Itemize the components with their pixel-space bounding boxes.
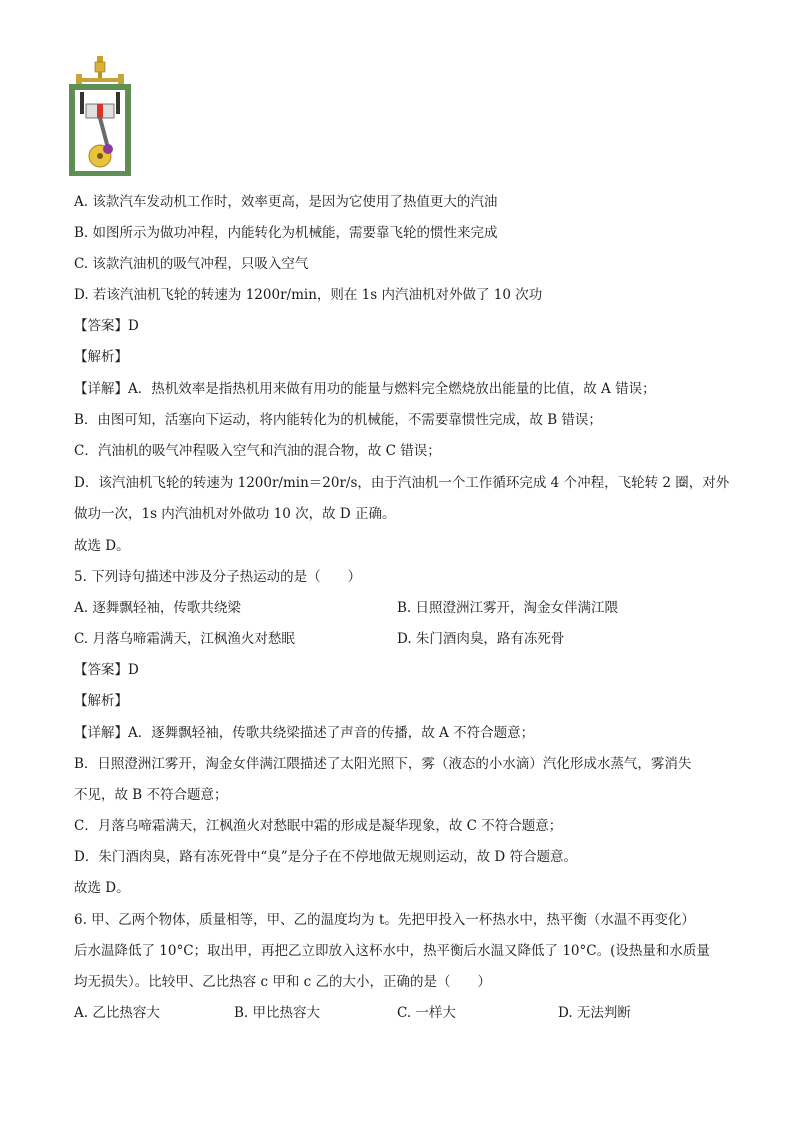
q4-detail-line: B．由图可知，活塞向下运动，将内能转化为的机械能，不需要靠惯性完成，故 B 错误； [74,412,602,428]
q4-detail-line: 做功一次，1s 内汽油机对外做功 10 次，故 D 正确。 [74,506,396,522]
q4-analysis-label: 【解析】 [74,349,128,365]
q4-option-c: C. 该款汽油机的吸气冲程，只吸入空气 [74,256,309,272]
q4-option-d: D. 若该汽油机飞轮的转速为 1200r/min，则在 1s 内汽油机对外做了 10 次功 [74,287,543,303]
q6-stem-line: 均无损失）。比较甲、乙比热容 c 甲和 c 乙的大小，正确的是（ ） [74,974,492,990]
q4-option-a: A. 该款汽车发动机工作时，效率更高，是因为它使用了热值更大的汽油 [74,194,498,210]
q6-stem-line: 6. 甲、乙两个物体，质量相等，甲、乙的温度均为 t。先把甲投入一杯热水中，热平衡（水温不再变化） [74,912,695,928]
q4-answer: 【答案】D [74,318,139,334]
q4-detail-line: 【详解】A．热机效率是指热机用来做有用功的能量与燃料完全燃烧放出能量的比值，故 A 错误； [74,381,656,397]
q5-detail-line: D．朱门酒肉臭，路有冻死骨中“臭”是分子在不停地做无规则运动，故 D 符合题意。 [74,849,578,865]
q5-option-b: B. 日照澄洲江雾开，淘金女伴满江隈 [397,600,619,616]
q4-detail-line: D．该汽油机飞轮的转速为 1200r/min＝20r/s，由于汽油机一个工作循环完成 4 个冲程，飞轮转 2 圈，对外 [74,475,730,491]
q5-detail-line: 【详解】A．逐舞飘轻袖，传歌共绕梁描述了声音的传播，故 A 不符合题意； [74,725,535,741]
q4-conclusion: 故选 D。 [74,538,130,554]
q4-option-b: B. 如图所示为做功冲程，内能转化为机械能，需要靠飞轮的惯性来完成 [74,225,498,241]
q5-detail-line: C．月落乌啼霜满天，江枫渔火对愁眠中霜的形成是凝华现象，故 C 不符合题意； [74,818,563,834]
q5-detail-line: B．日照澄洲江雾开，淘金女伴满江隈描述了太阳光照下，雾（液态的小水滴）汽化形成水蒸气，雾消失 [74,756,692,772]
q5-stem: 5. 下列诗句描述中涉及分子热运动的是（ ） [74,569,362,585]
engine-cylinder-diagram [64,56,136,176]
q5-option-d: D. 朱门酒肉臭，路有冻死骨 [397,631,565,647]
q4-detail-line: C．汽油机的吸气冲程吸入空气和汽油的混合物，故 C 错误； [74,443,441,459]
q6-option-a: A. 乙比热容大 [74,1005,160,1021]
q5-conclusion: 故选 D。 [74,880,130,896]
q5-detail-line: 不见，故 B 不符合题意； [74,787,228,803]
q6-option-d: D. 无法判断 [558,1005,631,1021]
q5-analysis-label: 【解析】 [74,693,128,709]
q6-option-b: B. 甲比热容大 [234,1005,321,1021]
q5-option-c: C. 月落乌啼霜满天，江枫渔火对愁眠 [74,631,295,647]
q6-stem-line: 后水温降低了 10°C；取出甲，再把乙立即放入这杯水中，热平衡后水温又降低了 10°C。(设热量和水质量 [74,943,710,959]
q5-answer: 【答案】D [74,662,139,678]
q6-option-c: C. 一样大 [397,1005,456,1021]
q5-option-a: A. 逐舞飘轻袖，传歌共绕梁 [74,600,241,616]
